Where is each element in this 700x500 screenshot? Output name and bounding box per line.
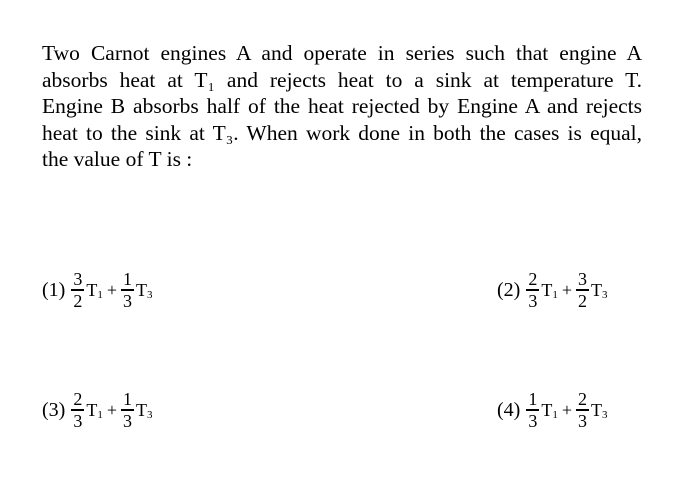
question-line-1: Two Carnot engines A and operate in series such that engine A: [42, 41, 642, 65]
fraction-denominator: 3: [528, 290, 538, 311]
fraction: [121, 270, 134, 309]
temperature-symbol: T: [86, 399, 98, 420]
temperature-symbol: T: [541, 279, 553, 300]
question-line-2: absorbs heat at T₁ and rejects heat to a sink at temperature T.: [42, 67, 642, 92]
fraction-numerator: 1: [122, 269, 132, 290]
temperature-symbol: T: [541, 399, 553, 420]
fraction: [526, 390, 539, 429]
fraction: [121, 390, 134, 429]
temperature-subscript: 3: [601, 408, 608, 421]
question-line-3: Engine B absorbs half of the heat rejected by Engine A and rejects: [42, 94, 642, 119]
temperature-symbol: T: [86, 279, 98, 300]
option-3[interactable]: [42, 380, 152, 440]
fraction: [71, 270, 84, 309]
option-2[interactable]: [497, 260, 607, 320]
temperature-term: [541, 280, 558, 301]
temperature-term: [541, 400, 558, 421]
option-4[interactable]: [497, 380, 607, 440]
plus-operator: +: [561, 399, 572, 420]
fraction: [526, 270, 539, 309]
fraction-numerator: 1: [528, 389, 538, 410]
temperature-symbol: T: [135, 279, 147, 300]
fraction-denominator: 3: [122, 410, 132, 431]
temperature-term: [86, 400, 103, 421]
fraction-numerator: 2: [528, 269, 538, 290]
plus-operator: +: [561, 279, 572, 300]
plus-operator: +: [106, 279, 117, 300]
temperature-term: [136, 280, 153, 301]
option-label: (2): [497, 278, 521, 301]
option-1[interactable]: [42, 260, 152, 320]
temperature-subscript: 3: [146, 288, 153, 301]
temperature-subscript: 1: [97, 408, 103, 421]
temperature-term: [86, 280, 103, 301]
fraction-denominator: 3: [577, 410, 587, 431]
temperature-symbol: T: [590, 399, 602, 420]
temperature-term: [136, 400, 153, 421]
temperature-subscript: 3: [601, 288, 608, 301]
question-text: [42, 40, 642, 173]
temperature-subscript: 1: [552, 408, 558, 421]
fraction-denominator: 2: [577, 290, 587, 311]
fraction: [576, 390, 589, 429]
fraction: [576, 270, 589, 309]
temperature-term: [591, 280, 608, 301]
option-label: (1): [42, 278, 66, 301]
temperature-subscript: 1: [552, 288, 558, 301]
fraction-denominator: 3: [122, 290, 132, 311]
fraction-numerator: 3: [577, 269, 587, 290]
fraction-numerator: 3: [73, 269, 83, 290]
fraction-numerator: 1: [122, 389, 132, 410]
temperature-subscript: 3: [146, 408, 153, 421]
temperature-term: [591, 400, 608, 421]
option-label: (4): [497, 398, 521, 421]
fraction-denominator: 3: [73, 410, 83, 431]
fraction-denominator: 3: [528, 410, 538, 431]
fraction-numerator: 2: [577, 389, 587, 410]
question-line-5: the value of T is :: [42, 147, 193, 172]
option-label: (3): [42, 398, 66, 421]
fraction-denominator: 2: [73, 290, 83, 311]
fraction: [71, 390, 84, 429]
temperature-symbol: T: [135, 399, 147, 420]
plus-operator: +: [106, 399, 117, 420]
temperature-subscript: 1: [97, 288, 103, 301]
temperature-symbol: T: [590, 279, 602, 300]
fraction-numerator: 2: [73, 389, 83, 410]
question-line-4: heat to the sink at T₃. When work done in both the cases is equal,: [42, 120, 642, 145]
